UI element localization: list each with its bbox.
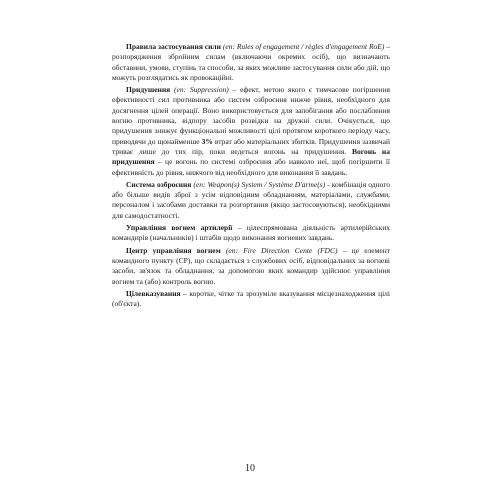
entry-term: Система озброєння xyxy=(126,179,192,189)
entry-percentage: 3% xyxy=(201,136,213,146)
entry-definition: – розпорядження збройним силам (включаючи окремих осіб), що визначають обставини, умови, ступінь та способи, за яких можливе застосування сили або дій, що можуть розглядатись як провокаційні. xyxy=(112,42,391,82)
entry-rules-of-engagement xyxy=(112,42,390,83)
page-number: 10 xyxy=(245,463,255,474)
entry-subterm-definition: – це вогонь по системі озброєння або навколо неї, щоб погіршити її ефективність до рівня, нижчого від необхідного для виконання її завдань. xyxy=(112,157,390,177)
entry-term: Центр управління вогнем xyxy=(126,245,221,255)
entry-foreign-term: (en: Rules of engagement / règles d'engagement RoE) xyxy=(222,42,385,51)
entry-term: Цілевказування xyxy=(126,288,181,298)
entry-definition: – ефект, метою якого є тимчасове погіршення ефективності сил противника або систем озброєння нижче рівня, необхідного для досягнення цілей операції. Воно використовується для запобігання або послаблення вогню противника, відпору засобів розвідки на дружні сили. Очікується, що придушення знижує функціональні можливості цілі протягом короткого періоду часу, приводячи до щонайменше xyxy=(112,85,391,146)
entry-term: Правила застосування сили xyxy=(126,42,221,51)
entry-foreign-term: (en: Fire Direction Cente (FDC) xyxy=(225,245,338,255)
entry-foreign-term: (en: Weapon(s) System / Système D'arme(s) xyxy=(193,179,326,189)
entry-suppression xyxy=(112,85,390,178)
entry-artillery-fire-control xyxy=(112,223,390,244)
entry-definition-continued: втрат або матеріальних збитків. Придушення зазвичай триває лише до тих пір, поки ведеться вогонь на придушення. xyxy=(112,136,390,156)
entry-weapon-system xyxy=(112,180,390,221)
entry-definition: - комбінація одного або більше видів зброї з усім відповідним обладнанням, матеріалами, службами, персоналом і засобами доставки та розгортання (якщо застосовуються), необхідними для самодостатності. xyxy=(112,179,390,220)
entry-definition: – коротке, чітке та зрозуміле вказування місцезнаходження цілі (об'єкта). xyxy=(112,288,390,309)
entry-definition: – це елемент командного пункту (СР), що складається з службових осіб, відповідальних за вогневі засоби, зв'язок та обладнання, за допомогою яких командир здійснює управління вогнем та (або) контроль вогню. xyxy=(112,245,390,286)
entry-definition: – цілеспрямована діяльність артилерійських командирів (начальників) і штабів щодо виконання вогневих завдань. xyxy=(112,223,390,243)
entry-fire-direction-center xyxy=(112,246,390,287)
glossary-body xyxy=(112,42,390,311)
entry-term: Придушення xyxy=(126,85,171,95)
entry-target-designation xyxy=(112,289,390,310)
entry-foreign-term: (en: Suppression) xyxy=(174,85,229,95)
entry-term: Управління вогнем артилерії xyxy=(126,223,233,233)
entry-subterm: Вогонь на придушення xyxy=(112,146,390,167)
